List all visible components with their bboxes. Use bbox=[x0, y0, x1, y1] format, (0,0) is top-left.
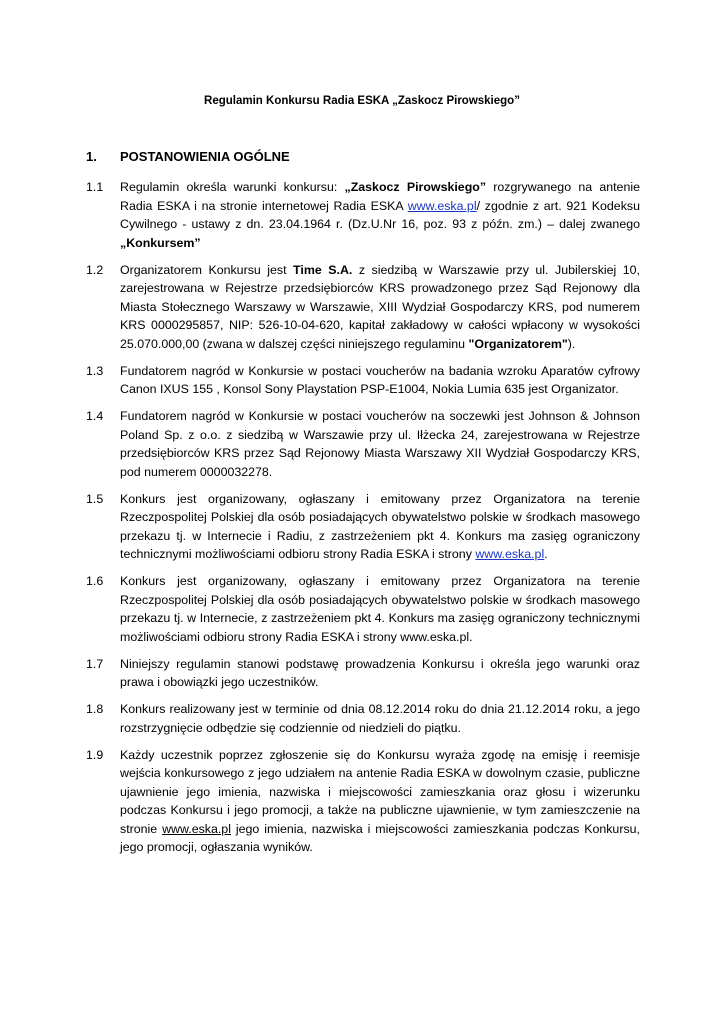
contest-name: „Zaskocz Pirowskiego” bbox=[344, 180, 487, 194]
paragraph-text bbox=[120, 178, 640, 252]
paragraph-number: 1.6 bbox=[86, 574, 104, 588]
text-run: . bbox=[544, 547, 548, 561]
paragraph-text bbox=[120, 490, 640, 564]
paragraph-text bbox=[120, 746, 640, 857]
paragraph-number: 1.9 bbox=[86, 747, 104, 762]
defined-term: "Organizatorem" bbox=[468, 336, 568, 351]
paragraph-list bbox=[86, 178, 640, 865]
eska-link[interactable]: www.eska.pl bbox=[475, 547, 545, 561]
paragraph-number: 1.2 bbox=[86, 262, 104, 277]
eska-link[interactable]: www.eska.pl bbox=[162, 821, 231, 836]
paragraph-number: 1.7 bbox=[86, 656, 104, 671]
section-number: 1. bbox=[86, 149, 97, 164]
text-run: Regulamin określa warunki konkursu: bbox=[120, 180, 345, 194]
paragraph-1-6 bbox=[86, 572, 640, 646]
paragraph-number: 1.8 bbox=[86, 702, 104, 716]
text-run: ). bbox=[567, 336, 576, 351]
paragraph-1-8 bbox=[86, 700, 640, 737]
paragraph-1-3 bbox=[86, 362, 640, 399]
text-run: z siedzibą w Warszawie przy ul. Jubilerskiej 10, zarejestrowana w Rejestrze przedsiębiorców KRS prowadzonego przez Sąd Rejonowy dla Miasta Stołecznego Warszawy w Warszawie, XIII Wydział Gospodarczy KRS, pod numerem KRS 0000295857, NIP: 526-10-04-620, kapitał zakładowy w całości wpłacony w wysokości 25.070.000,00 (zwana w dalszej części niniejszego regulaminu bbox=[120, 262, 640, 351]
paragraph-number: 1.1 bbox=[86, 180, 104, 194]
paragraph-1-7 bbox=[86, 655, 640, 692]
text-run: Organizatorem Konkursu jest bbox=[120, 262, 294, 277]
eska-link[interactable]: www.eska.pl bbox=[407, 198, 477, 213]
paragraph-1-4 bbox=[86, 407, 640, 481]
document-title: Regulamin Konkursu Radia ESKA „Zaskocz Pirowskiego” bbox=[204, 95, 520, 107]
paragraph-1-2 bbox=[86, 261, 640, 354]
paragraph-text: Fundatorem nagród w Konkursie w postaci voucherów na soczewki jest Johnson & Johnson Poland Sp. z o.o. z siedzibą w Warszawie przy ul. Iłżecka 24, zarejestrowana w Rejestrze przedsiębiorców KRS przez Sąd Rejonowy Miasta Warszawy XII Wydział Gospodarczy KRS, pod numerem 0000032278. bbox=[120, 409, 640, 479]
paragraph-1-5 bbox=[86, 490, 640, 564]
paragraph-number: 1.3 bbox=[86, 363, 104, 378]
paragraph-1-9 bbox=[86, 746, 640, 857]
text-run: Każdy uczestnik poprzez zgłoszenie się do Konkursu wyraża zgodę na emisję i reemisje wejścia konkursowego z jego udziałem na antenie Radia ESKA w dowolnym czasie, publiczne ujawnienie jego imienia, nazwiska i miejscowości zamieszkania oraz głosu i wizerunku podczas Konkursu i jego promocji, a także na publiczne ujawnienie, w tym zamieszczenie na stronie bbox=[120, 747, 640, 836]
section-heading bbox=[86, 149, 290, 164]
paragraph-text bbox=[120, 261, 640, 354]
section-title: POSTANOWIENIA OGÓLNE bbox=[120, 149, 290, 164]
paragraph-text: Niniejszy regulamin stanowi podstawę prowadzenia Konkursu i określa jego warunki oraz prawa i obowiązki jego uczestników. bbox=[120, 656, 640, 689]
text-run: / zgodnie z art. 921 Kodeksu Cywilnego - ustawy z dn. 23.04.1964 r. (Dz.U.Nr 16, poz. 93 z późn. zm.) – dalej zwanego bbox=[120, 198, 640, 231]
paragraph-text: Fundatorem nagród w Konkursie w postaci voucherów na badania wzroku Aparatów cyfrowy Canon IXUS 155 , Konsol Sony Playstation PSP-E1004, Nokia Lumia 635 jest Organizator. bbox=[120, 363, 640, 396]
paragraph-number: 1.4 bbox=[86, 409, 104, 423]
paragraph-text: Konkurs realizowany jest w terminie od dnia 08.12.2014 roku do dnia 21.12.2014 roku, a jego rozstrzygnięcie odbędzie się codziennie od niedzieli do piątku. bbox=[120, 702, 640, 735]
paragraph-1-1 bbox=[86, 178, 640, 252]
paragraph-number: 1.5 bbox=[86, 491, 104, 506]
organizer-name: Time S.A. bbox=[293, 262, 353, 277]
defined-term: „Konkursem” bbox=[120, 235, 201, 250]
text-run: Konkurs jest organizowany, ogłaszany i emitowany przez Organizatora na terenie Rzeczpospolitej Polskiej dla osób posiadających obywatelstwo polskie w środkach masowego przekazu tj. w Internecie i Radiu, z zastrzeżeniem pkt 4. Konkurs ma zasięg ograniczony technicznymi możliwościami odbioru strony Radia ESKA i strony bbox=[120, 491, 640, 561]
text-run: rozgrywanego na antenie Radia ESKA i na stronie internetowej Radia ESKA bbox=[120, 180, 640, 213]
text-run: jego imienia, nazwiska i miejscowości zamieszkania podczas Konkursu, jego promocji, ogłaszania wyników. bbox=[120, 821, 640, 854]
paragraph-text: Konkurs jest organizowany, ogłaszany i emitowany przez Organizatora na terenie Rzeczpospolitej Polskiej dla osób posiadających obywatelstwo polskie w środkach masowego przekazu tj. w Internecie, z zastrzeżeniem pkt 4. Konkurs ma zasięg ograniczony technicznymi możliwościami odbioru strony Radia ESKA i strony www.eska.pl. bbox=[120, 574, 640, 644]
